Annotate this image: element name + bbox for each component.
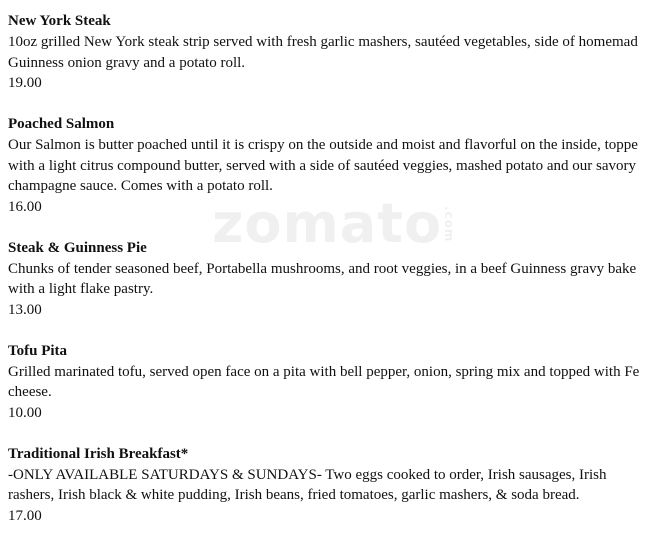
menu-item-name: New York Steak xyxy=(8,13,111,29)
menu-item-tofu-pita xyxy=(8,341,640,424)
menu-item-new-york-steak xyxy=(8,11,640,94)
menu-item-name: Poached Salmon xyxy=(8,116,115,132)
description-line: with a light flake pastry. xyxy=(8,281,154,297)
menu-item-price: 13.00 xyxy=(8,301,42,318)
menu-item-price: 10.00 xyxy=(8,404,42,421)
description-line: Our Salmon is butter poached until it is crispy on the outside and moist and flavorful on the inside, toppe xyxy=(8,137,638,153)
menu-item-price: 19.00 xyxy=(8,75,42,91)
menu-item-description xyxy=(8,465,640,506)
menu-item-description xyxy=(8,362,640,403)
menu-item-steak-guinness-pie xyxy=(8,238,640,321)
zomato-watermark: zomato.com xyxy=(212,192,457,255)
description-line: rashers, Irish black & white pudding, Irish beans, fried tomatoes, garlic mashers, & soda bread. xyxy=(8,487,580,503)
menu-item-price: 16.00 xyxy=(8,198,42,215)
menu-item-name: Steak & Guinness Pie xyxy=(8,239,147,256)
description-line: Grilled marinated tofu, served open face on a pita with bell pepper, onion, spring mix and topped with Fe xyxy=(8,363,640,380)
menu-item-name: Tofu Pita xyxy=(8,342,68,359)
menu-item-description xyxy=(8,135,640,197)
description-line: with a light citrus compound butter, served with a side of sautéed veggies, mashed potato and our savory xyxy=(8,157,637,174)
description-line: Guinness onion gravy and a potato roll. xyxy=(8,54,246,71)
menu-item-description xyxy=(8,32,640,73)
description-line: 10oz grilled New York steak strip served with fresh garlic mashers, sautéed vegetables, side of homemad xyxy=(8,34,638,50)
menu-item-poached-salmon xyxy=(8,114,640,218)
description-line: cheese. xyxy=(8,384,52,400)
menu-item-traditional-irish-breakfast xyxy=(8,444,640,527)
menu-item-description xyxy=(8,259,640,300)
description-line: champagne sauce. Comes with a potato roll. xyxy=(8,178,273,194)
description-line: Chunks of tender seasoned beef, Portabella mushrooms, and root veggies, in a beef Guinness gravy bake xyxy=(8,260,637,277)
menu-item-name: Traditional Irish Breakfast* xyxy=(8,445,189,462)
menu-item-price: 17.00 xyxy=(8,507,42,524)
menu-list xyxy=(8,11,640,547)
description-line: -ONLY AVAILABLE SATURDAYS & SUNDAYS- Two eggs cooked to order, Irish sausages, Irish xyxy=(8,466,607,483)
